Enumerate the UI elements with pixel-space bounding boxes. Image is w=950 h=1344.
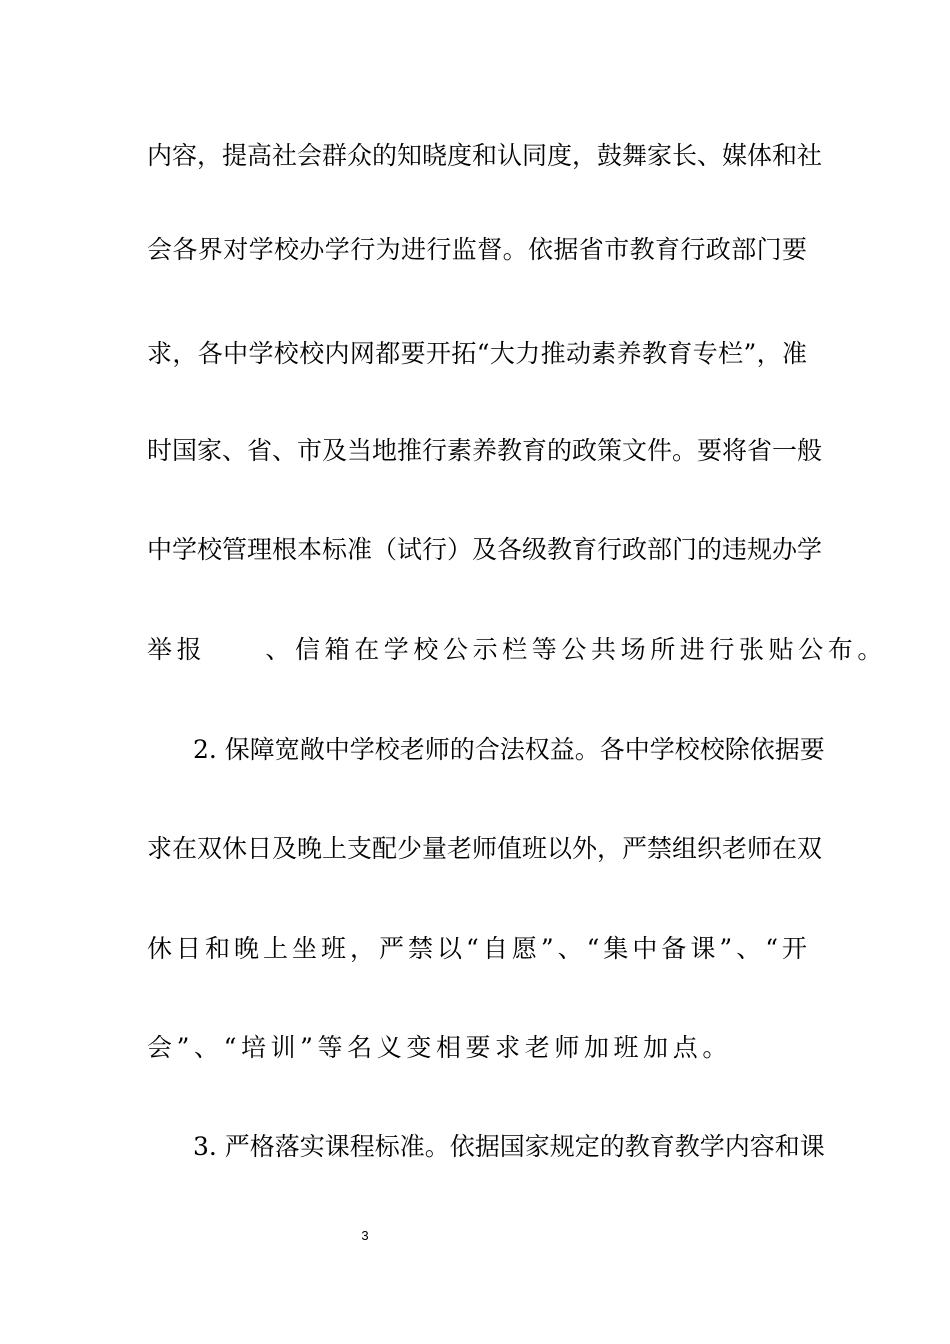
paragraph-line-7: 2. 保障宽敞中学校老师的合法权益。各中学校校除依据要 — [193, 735, 825, 764]
paragraph-line-10: 会”、“培训”等名义变相要求老师加班加点。 — [147, 1033, 732, 1062]
paragraph-line-4: 时国家、省、市及当地推行素养教育的政策文件。要将省一般 — [147, 436, 823, 465]
paragraph-line-11: 3. 严格落实课程标准。依据国家规定的教育教学内容和课 — [193, 1132, 825, 1161]
paragraph-line-9: 休日和晚上坐班，严禁以“自愿”、“集中备课”、“开 — [147, 934, 807, 963]
paragraph-line-8: 求在双休日及晚上支配少量老师值班以外，严禁组织老师在双 — [147, 834, 823, 863]
paragraph-line-2: 会各界对学校办学行为进行监督。依据省市教育行政部门要 — [147, 235, 807, 264]
page-number: 3 — [361, 1228, 369, 1243]
paragraph-line-1: 内容，提高社会群众的知晓度和认同度，鼓舞家长、媒体和社 — [147, 141, 823, 170]
paragraph-line-6: 举报 、信箱在学校公示栏等公共场所进行张贴公布。 — [147, 635, 888, 664]
paragraph-line-5: 中学校管理根本标准（试行）及各级教育行政部门的违规办学 — [147, 535, 823, 564]
paragraph-line-3: 求，各中学校校内网都要开拓“大力推动素养教育专栏”，准 — [147, 339, 807, 368]
